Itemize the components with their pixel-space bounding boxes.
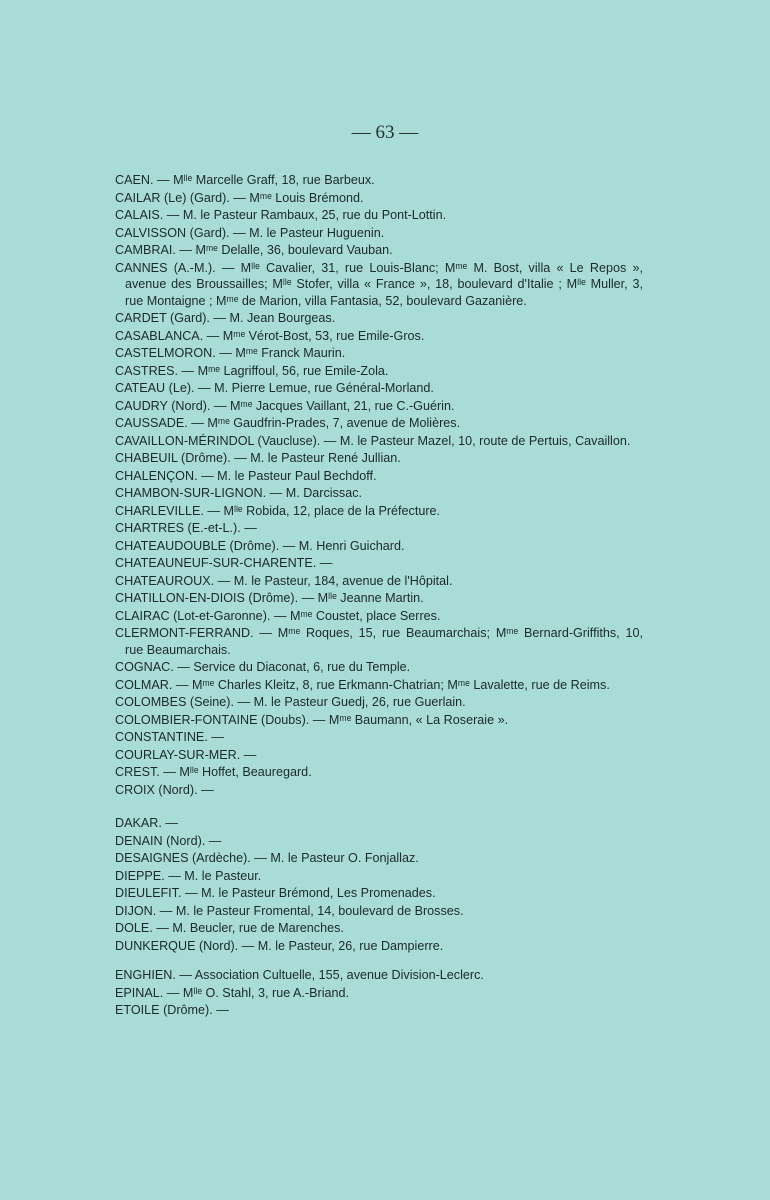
list-item: CALVISSON (Gard). — M. le Pasteur Huguenin. (115, 225, 385, 240)
list-item: CAVAILLON-MÉRINDOL (Vaucluse). — M. le Pasteur Mazel, 10, route de Pertuis, Cavaillon. (115, 433, 631, 448)
list-item: DAKAR. — (115, 816, 178, 830)
list-item: CHABEUIL (Drôme). — M. le Pasteur René Jullian. (115, 451, 401, 465)
list-item: COLOMBIER-FONTAINE (Doubs). — Mᵐᵉ Baumann, « La Roseraie ». (115, 712, 509, 727)
list-item: DIEPPE. — M. le Pasteur. (115, 868, 262, 883)
list-item: CREST. — Mˡˡᵉ Hoffet, Beauregard. (115, 765, 312, 779)
list-item: DIEULEFIT. — M. le Pasteur Brémond, Les Promenades. (115, 886, 436, 900)
list-item: COLOMBES (Seine). — M. le Pasteur Guedj, 26, rue Guerlain. (115, 695, 466, 709)
list-item: DUNKERQUE (Nord). — M. le Pasteur, 26, rue Dampierre. (115, 938, 444, 953)
list-item: CAUDRY (Nord). — Mᵐᵉ Jacques Vaillant, 21, rue C.-Guérin. (115, 398, 455, 413)
list-item: CROIX (Nord). — (115, 782, 214, 797)
list-item: CHARTRES (E.-et-L.). — (115, 521, 257, 535)
list-item: CHALENÇON. — M. le Pasteur Paul Bechdoff. (115, 468, 377, 483)
list-item: CAILAR (Le) (Gard). — Mᵐᵉ Louis Brémond. (115, 190, 364, 205)
list-item: CLERMONT-FERRAND. — Mᵐᵉ Roques, 15, rue Beaumarchais; Mᵐᵉ Bernard-Griffiths, 10, rue Beaumarchais. (115, 626, 643, 657)
list-item: ETOILE (Drôme). — (115, 1003, 229, 1017)
page-number: — 63 — (351, 122, 419, 143)
list-item: CAMBRAI. — Mᵐᵉ Delalle, 36, boulevard Vauban. (115, 243, 393, 257)
list-item: CONSTANTINE. — (115, 730, 224, 744)
directory-list (115, 172, 643, 1020)
list-item: COLMAR. — Mᵐᵉ Charles Kleitz, 8, rue Erkmann-Chatrian; Mᵐᵉ Lavalette, rue de Reims. (115, 677, 610, 692)
list-item: CHATILLON-EN-DIOIS (Drôme). — Mˡˡᵉ Jeanne Martin. (115, 591, 424, 605)
list-item: CATEAU (Le). — M. Pierre Lemue, rue Général-Morland. (115, 381, 434, 395)
list-item: DOLE. — M. Beucler, rue de Marenches. (115, 921, 344, 935)
list-item: CHAMBON-SUR-LIGNON. — M. Darcissac. (115, 486, 362, 500)
list-item: DIJON. — M. le Pasteur Fromental, 14, boulevard de Brosses. (115, 903, 464, 918)
list-item: CLAIRAC (Lot-et-Garonne). — Mᵐᵉ Coustet, place Serres. (115, 608, 441, 623)
list-item: CASTRES. — Mᵐᵉ Lagriffoul, 56, rue Emile-Zola. (115, 363, 389, 378)
list-item: DENAIN (Nord). — (115, 833, 222, 848)
list-item: CHARLEVILLE. — Mˡˡᵉ Robida, 12, place de la Préfecture. (115, 503, 441, 518)
list-item: CAEN. — Mˡˡᵉ Marcelle Graff, 18, rue Barbeux. (115, 173, 375, 187)
section-gap (115, 955, 643, 967)
list-item: CHATEAUROUX. — M. le Pasteur, 184, avenue de l'Hôpital. (115, 573, 453, 588)
list-item: CALAIS. — M. le Pasteur Rambaux, 25, rue du Pont-Lottin. (115, 208, 447, 222)
section-gap (115, 799, 643, 815)
list-item: CHATEAUDOUBLE (Drôme). — M. Henri Guichard. (115, 538, 405, 553)
list-item: CASABLANCA. — Mᵐᵉ Vérot-Bost, 53, rue Emile-Gros. (115, 328, 425, 343)
list-item: DESAIGNES (Ardèche). — M. le Pasteur O. Fonjallaz. (115, 851, 419, 865)
list-item: CANNES (A.-M.). — Mˡˡᵉ Cavalier, 31, rue Louis-Blanc; Mᵐᵉ M. Bost, villa « Le Repos », avenue des Broussailles; Mˡˡᵉ Stofer, villa « France », 18, boulevard d'Italie ; Mˡˡᵉ Muller, 3, rue Montaigne ; Mᵐᵉ de Marion, villa Fantasia, 52, boulevard Gazanière. (115, 260, 643, 308)
list-item: COGNAC. — Service du Diaconat, 6, rue du Temple. (115, 660, 411, 674)
list-item: CAUSSADE. — Mᵐᵉ Gaudfrin-Prades, 7, avenue de Molières. (115, 416, 461, 430)
list-item: ENGHIEN. — Association Cultuelle, 155, avenue Division-Leclerc. (115, 968, 484, 982)
list-item: CASTELMORON. — Mᵐᵉ Franck Maurin. (115, 346, 346, 360)
list-item: COURLAY-SUR-MER. — (115, 747, 257, 762)
list-item: CARDET (Gard). — M. Jean Bourgeas. (115, 311, 336, 325)
list-item: EPINAL. — Mˡˡᵉ O. Stahl, 3, rue A.-Briand. (115, 985, 350, 1000)
list-item: CHATEAUNEUF-SUR-CHARENTE. — (115, 556, 333, 570)
